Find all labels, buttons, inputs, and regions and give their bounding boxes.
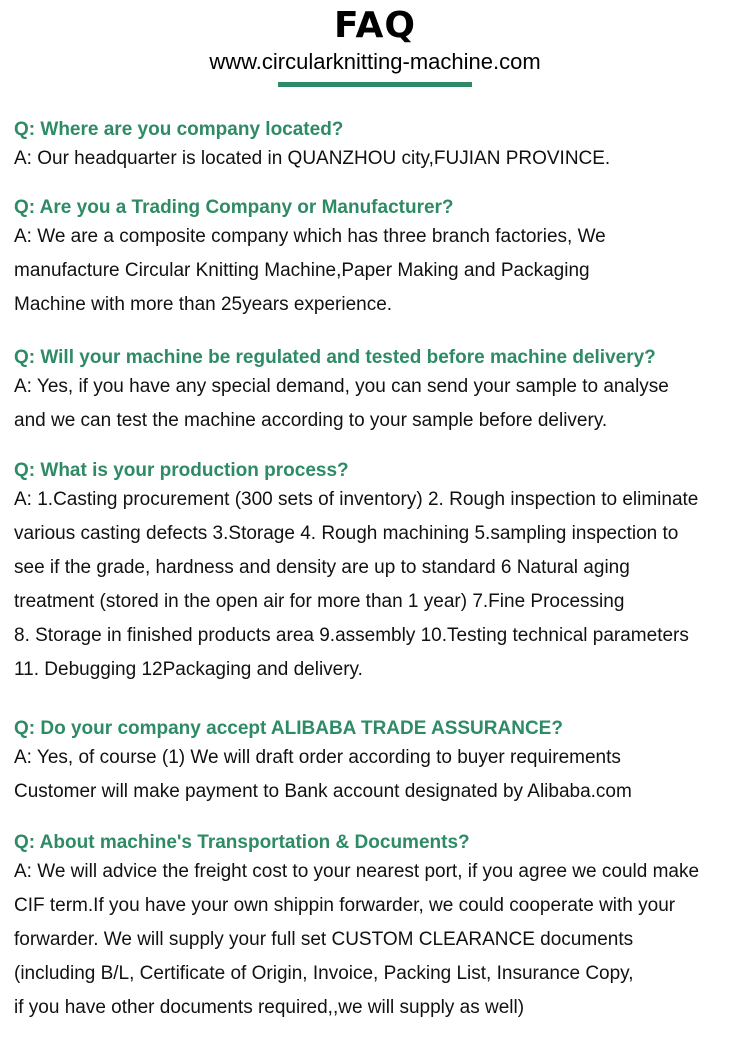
faq-answer-line: if you have other documents required,,we will supply as well): [14, 997, 525, 1018]
faq-item-trade-assurance: [14, 716, 744, 810]
faq-answer-line: Customer will make payment to Bank account designated by Alibaba.com: [14, 781, 632, 802]
faq-item-location: [14, 117, 744, 177]
faq-answer-line: A: Yes, of course (1) We will draft order according to buyer requirements: [14, 747, 621, 768]
faq-answer-line: various casting defects 3.Storage 4. Rough machining 5.sampling inspection to: [14, 523, 679, 544]
faq-answer-line: and we can test the machine according to your sample before delivery.: [14, 410, 608, 431]
faq-answer-line: Machine with more than 25years experience.: [14, 294, 393, 315]
faq-item-transportation: [14, 830, 744, 1026]
title-underline-divider: [278, 82, 472, 87]
faq-answer-line: treatment (stored in the open air for more than 1 year) 7.Fine Processing: [14, 591, 625, 612]
faq-answer-line: A: Yes, if you have any special demand, you can send your sample to analyse: [14, 376, 669, 397]
faq-answer-line: CIF term.If you have your own shippin forwarder, we could cooperate with your: [14, 895, 676, 916]
faq-question: Q: Do your company accept ALIBABA TRADE ASSURANCE?: [14, 718, 563, 739]
faq-answer-line: 11. Debugging 12Packaging and delivery.: [14, 659, 363, 680]
faq-answer-line: (including B/L, Certificate of Origin, Invoice, Packing List, Insurance Copy,: [14, 963, 634, 984]
page-title: FAQ: [334, 5, 416, 46]
faq-answer-line: A: Our headquarter is located in QUANZHOU city,FUJIAN PROVINCE.: [14, 148, 611, 169]
website-url: www.circularknitting-machine.com: [209, 49, 541, 74]
faq-answer-line: see if the grade, hardness and density are up to standard 6 Natural aging: [14, 557, 630, 578]
faq-answer-line: A: We are a composite company which has three branch factories, We: [14, 226, 606, 247]
faq-answer-line: A: 1.Casting procurement (300 sets of inventory) 2. Rough inspection to eliminate: [14, 489, 699, 510]
faq-question: Q: What is your production process?: [14, 460, 349, 481]
faq-question: Q: Are you a Trading Company or Manufacturer?: [14, 197, 454, 218]
faq-item-company-type: [14, 195, 744, 323]
faq-answer-line: manufacture Circular Knitting Machine,Paper Making and Packaging: [14, 260, 590, 281]
faq-item-testing: [14, 345, 744, 439]
faq-answer-line: 8. Storage in finished products area 9.assembly 10.Testing technical parameters: [14, 625, 689, 646]
faq-question: Q: About machine's Transportation & Documents?: [14, 832, 470, 853]
faq-question: Q: Where are you company located?: [14, 119, 344, 140]
faq-question: Q: Will your machine be regulated and tested before machine delivery?: [14, 347, 656, 368]
faq-answer-line: forwarder. We will supply your full set CUSTOM CLEARANCE documents: [14, 929, 634, 950]
faq-item-production-process: [14, 458, 744, 688]
faq-answer-line: A: We will advice the freight cost to your nearest port, if you agree we could make: [14, 861, 700, 882]
